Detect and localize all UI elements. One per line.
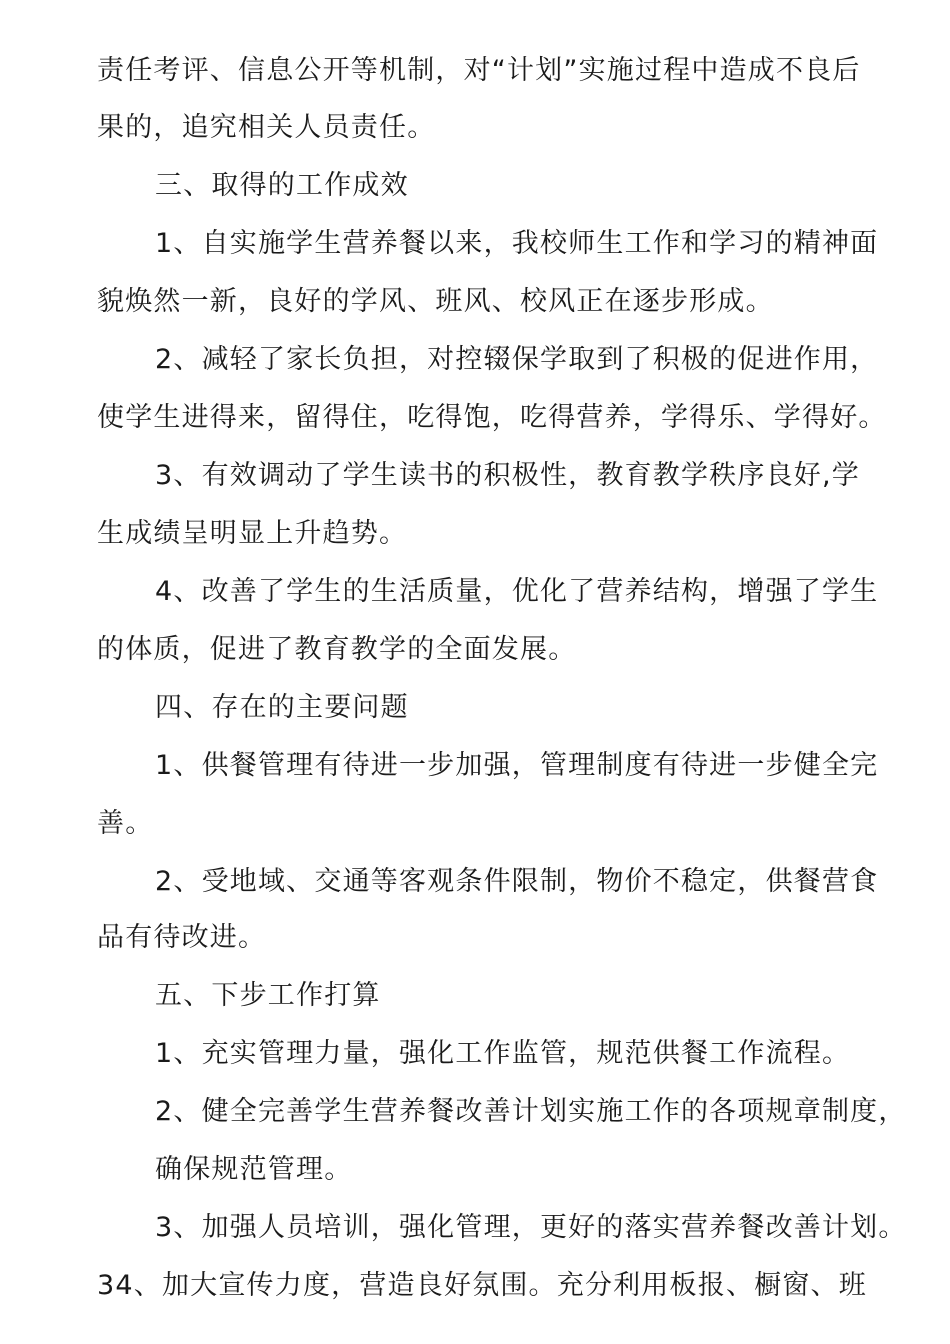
text-line: 2、减轻了家长负担，对控辍保学取到了积极的促进作用， <box>155 344 879 375</box>
text-line: 3、有效调动了学生读书的积极性，教育教学秩序良好,学 <box>155 460 860 491</box>
text-line: 的体质，促进了教育教学的全面发展。 <box>97 634 577 665</box>
text-line: 1、自实施学生营养餐以来，我校师生工作和学习的精神面 <box>155 228 879 259</box>
text-line: 使学生进得来，留得住，吃得饱，吃得营养，学得乐、学得好。 <box>97 402 887 433</box>
section-heading: 三、取得的工作成效 <box>155 170 409 201</box>
text-line: 貌焕然一新，良好的学风、班风、校风正在逐步形成。 <box>97 286 774 317</box>
section-heading: 四、存在的主要问题 <box>155 692 409 723</box>
text-line: 善。 <box>97 808 154 839</box>
text-line: 1、供餐管理有待进一步加强，管理制度有待进一步健全完 <box>155 750 879 781</box>
text-line: 果的，追究相关人员责任。 <box>97 112 436 143</box>
text-line: 责任考评、信息公开等机制，对“计划”实施过程中造成不良后 <box>97 55 861 86</box>
text-line: 2、受地域、交通等客观条件限制，物价不稳定，供餐营食 <box>155 866 879 897</box>
text-line: 1、充实管理力量，强化工作监管，规范供餐工作流程。 <box>155 1038 851 1069</box>
text-line: 生成绩呈明显上升趋势。 <box>97 518 408 549</box>
text-line: 3、加强人员培训，强化管理，更好的落实营养餐改善计划。 <box>155 1212 907 1243</box>
text-line: 品有待改进。 <box>97 922 267 953</box>
text-line: 2、健全完善学生营养餐改善计划实施工作的各项规章制度， <box>155 1096 907 1127</box>
section-heading: 五、下步工作打算 <box>155 980 381 1011</box>
text-line: 34、加大宣传力度，营造良好氛围。充分利用板报、橱窗、班 <box>97 1270 867 1301</box>
text-line: 确保规范管理。 <box>155 1154 353 1185</box>
text-line: 4、改善了学生的生活质量，优化了营养结构，增强了学生 <box>155 576 879 607</box>
